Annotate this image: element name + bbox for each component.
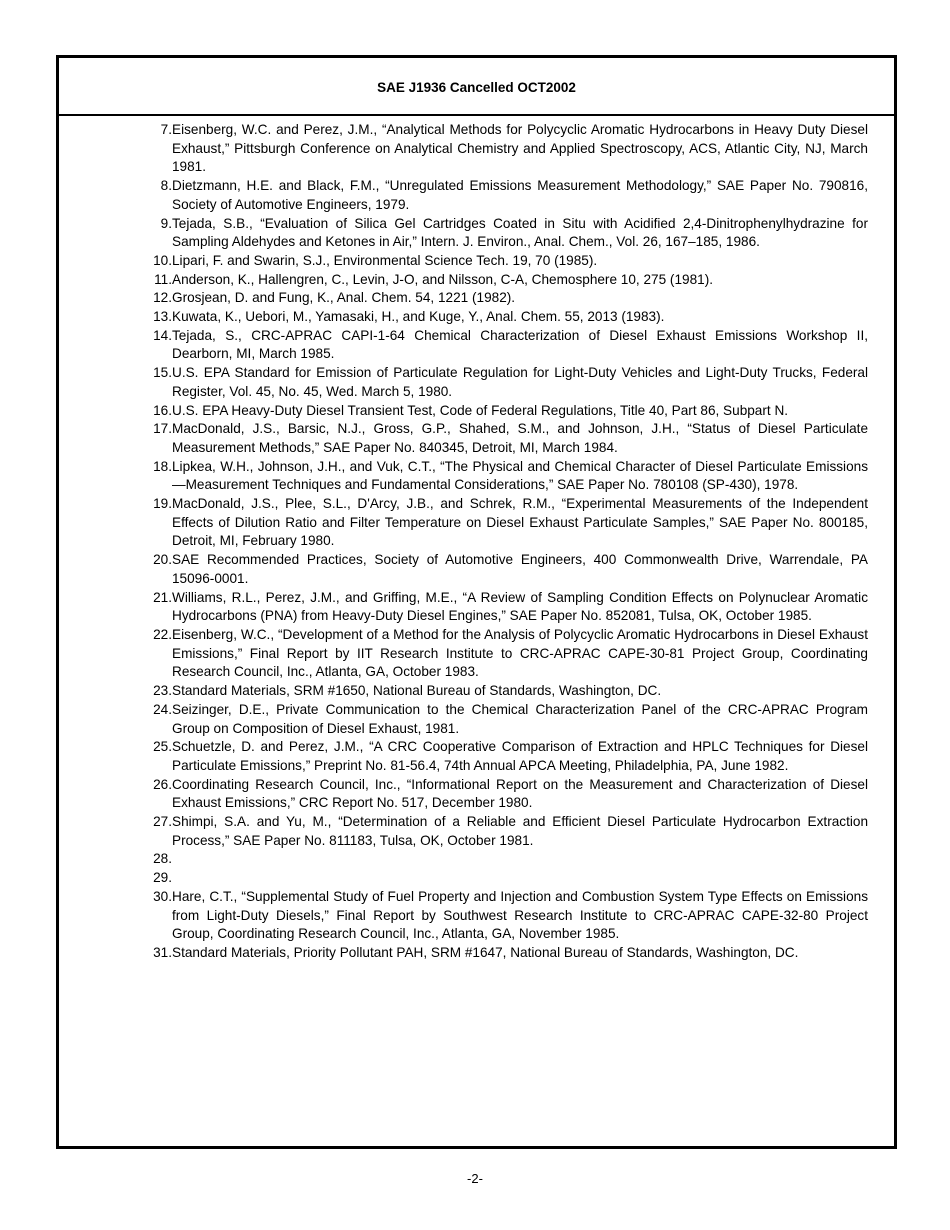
- reference-number: 29.: [153, 870, 172, 886]
- reference-number: 17.: [153, 421, 172, 437]
- reference-item: [139, 252, 868, 271]
- reference-text: Standard Materials, SRM #1650, National Bureau of Standards, Washington, DC.: [172, 683, 662, 699]
- reference-item: [139, 888, 868, 944]
- reference-number: 18.: [153, 458, 172, 474]
- reference-text: Tejada, S., CRC-APRAC CAPI-1-64 Chemical Characterization of Diesel Exhaust Emissions Workshop II, Dearborn, MI, March 1985.: [172, 327, 868, 362]
- reference-number: 24.: [153, 701, 172, 717]
- reference-item: [139, 215, 868, 252]
- reference-item: [139, 944, 868, 963]
- reference-item: [139, 869, 868, 888]
- reference-text: Standard Materials, Priority Pollutant PAH, SRM #1647, National Bureau of Standards, Washington, DC.: [172, 944, 799, 960]
- reference-item: [139, 121, 868, 177]
- reference-number: 28.: [153, 851, 172, 867]
- reference-item: [139, 420, 868, 457]
- reference-text: Tejada, S.B., “Evaluation of Silica Gel Cartridges Coated in Situ with Acidified 2,4-Dinitrophenylhydrazine for Sampling Aldehydes and Ketones in Air,” Intern. J. Environ., Anal. Chem., Vol. 26, 167–185, 1986.: [172, 215, 868, 250]
- reference-text: Kuwata, K., Uebori, M., Yamasaki, H., and Kuge, Y., Anal. Chem. 55, 2013 (1983).: [172, 309, 665, 325]
- reference-text: Williams, R.L., Perez, J.M., and Griffing, M.E., “A Review of Sampling Condition Effects on Polynuclear Aromatic Hydrocarbons (PNA) from Heavy-Duty Diesel Engines,” SAE Paper No. 852081, Tulsa, OK, October 1985.: [172, 589, 868, 624]
- reference-text: Lipkea, W.H., Johnson, J.H., and Vuk, C.T., “The Physical and Chemical Character of Diesel Particulate Emissions—Measurement Techniques and Fundamental Considerations,” SAE Paper No. 780108 (SP-430), 1978.: [172, 458, 868, 493]
- reference-item: [139, 327, 868, 364]
- reference-number: 22.: [153, 626, 172, 642]
- reference-text: Hare, C.T., “Supplemental Study of Fuel Property and Injection and Combustion System Type Effects on Emissions from Light-Duty Diesels,” Final Report by Southwest Research Institute to CRC-APRAC CAPE-32-80 Project Group, Coordinating Research Council, Inc., Atlanta, GA, November 1985.: [172, 888, 868, 942]
- reference-text: MacDonald, J.S., Plee, S.L., D'Arcy, J.B., and Schrek, R.M., “Experimental Measurements of the Independent Effects of Dilution Ratio and Filter Temperature on Diesel Exhaust Particulate Samples,” SAE Paper No. 800185, Detroit, MI, February 1980.: [172, 496, 868, 549]
- reference-text: Seizinger, D.E., Private Communication to the Chemical Characterization Panel of the CRC-APRAC Program Group on Composition of Diesel Exhaust, 1981.: [172, 701, 868, 736]
- reference-text: [172, 850, 868, 869]
- reference-text: Eisenberg, W.C. and Perez, J.M., “Analytical Methods for Polycyclic Aromatic Hydrocarbons in Heavy Duty Diesel Exhaust,” Pittsburgh Conference on Analytical Chemistry and Applied Spectroscopy, ACS, Atlantic City, NJ, March 1981.: [172, 122, 868, 175]
- reference-number: 11.: [154, 271, 172, 287]
- reference-item: [139, 776, 868, 813]
- reference-number: 9.: [160, 215, 172, 231]
- reference-list: [139, 121, 868, 981]
- reference-number: 31.: [153, 944, 172, 960]
- reference-text: Grosjean, D. and Fung, K., Anal. Chem. 54, 1221 (1982).: [172, 290, 516, 306]
- reference-text: U.S. EPA Standard for Emission of Particulate Regulation for Light-Duty Vehicles and Light-Duty Trucks, Federal Register, Vol. 45, No. 45, Wed. March 5, 1980.: [172, 365, 868, 399]
- reference-item: [139, 813, 868, 850]
- reference-item: [139, 701, 868, 738]
- reference-number: 13.: [153, 309, 172, 325]
- reference-item: [139, 495, 868, 551]
- reference-text: U.S. EPA Heavy-Duty Diesel Transient Test, Code of Federal Regulations, Title 40, Part 86, Subpart N.: [172, 402, 789, 418]
- page-frame: [56, 55, 897, 1149]
- document-header: [59, 58, 894, 116]
- reference-text: [172, 869, 868, 888]
- reference-item: [139, 963, 868, 982]
- reference-item: [139, 850, 868, 869]
- reference-number: 12.: [153, 290, 172, 306]
- reference-item: [139, 177, 868, 214]
- reference-item: [139, 289, 868, 308]
- reference-text: SAE Recommended Practices, Society of Automotive Engineers, 400 Commonwealth Drive, Warrendale, PA 15096-0001.: [172, 552, 868, 586]
- reference-number: 10.: [153, 252, 172, 268]
- reference-item: [139, 308, 868, 327]
- reference-text: Dietzmann, H.E. and Black, F.M., “Unregulated Emissions Measurement Methodology,” SAE Paper No. 790816, Society of Automotive Engineers, 1979.: [172, 178, 868, 212]
- reference-number: 21.: [153, 589, 172, 605]
- reference-text: Schuetzle, D. and Perez, J.M., “A CRC Cooperative Comparison of Extraction and HPLC Techniques for Diesel Particulate Emissions,” Preprint No. 81-56.4, 74th Annual APCA Meeting, Philadelphia, PA, June 1982.: [172, 739, 868, 773]
- reference-item: [139, 364, 868, 401]
- reference-text: Lipari, F. and Swarin, S.J., Environmental Science Tech. 19, 70 (1985).: [172, 252, 598, 268]
- reference-text: Eisenberg, W.C., “Development of a Method for the Analysis of Polycyclic Aromatic Hydrocarbons in Diesel Exhaust Emissions,” Final Report by IIT Research Institute to CRC-APRAC CAPE-30-81 Project Group, Coordinating Research Council, Inc., Atlanta, GA, October 1983.: [172, 626, 868, 680]
- page-number: -2-: [467, 1171, 483, 1186]
- reference-number: 27.: [153, 814, 172, 830]
- reference-text: Coordinating Research Council, Inc., “Informational Report on the Measurement and Characterization of Diesel Exhaust Emissions,” CRC Report No. 517, December 1980.: [172, 776, 868, 811]
- reference-text: MacDonald, J.S., Barsic, N.J., Gross, G.P., Shahed, S.M., and Johnson, J.H., “Status of Diesel Particulate Measurement Methods,” SAE Paper No. 840345, Detroit, MI, March 1984.: [172, 421, 868, 455]
- reference-item: [139, 626, 868, 682]
- reference-number: 19.: [153, 496, 172, 512]
- reference-number: 30.: [153, 888, 172, 904]
- reference-item: [139, 551, 868, 588]
- document-title: SAE J1936 Cancelled OCT2002: [377, 79, 576, 95]
- reference-number: 14.: [153, 327, 172, 343]
- reference-number: 16.: [153, 402, 172, 418]
- reference-item: [139, 458, 868, 495]
- reference-number: 15.: [153, 365, 172, 381]
- reference-number: 26.: [153, 776, 172, 792]
- reference-item: [139, 271, 868, 290]
- reference-number: 20.: [153, 552, 172, 568]
- reference-item: [139, 682, 868, 701]
- reference-number: 25.: [153, 739, 172, 755]
- reference-item: [139, 589, 868, 626]
- reference-item: [139, 402, 868, 421]
- reference-number: 23.: [153, 683, 172, 699]
- reference-number: 7.: [160, 122, 172, 137]
- reference-text: [172, 963, 868, 982]
- reference-text: Anderson, K., Hallengren, C., Levin, J-O, and Nilsson, C-A, Chemosphere 10, 275 (1981).: [172, 271, 714, 287]
- reference-number: 8.: [160, 178, 172, 194]
- reference-text: Shimpi, S.A. and Yu, M., “Determination of a Reliable and Efficient Diesel Particulate Hydrocarbon Extraction Process,” SAE Paper No. 811183, Tulsa, OK, October 1981.: [172, 814, 868, 848]
- reference-item: [139, 738, 868, 775]
